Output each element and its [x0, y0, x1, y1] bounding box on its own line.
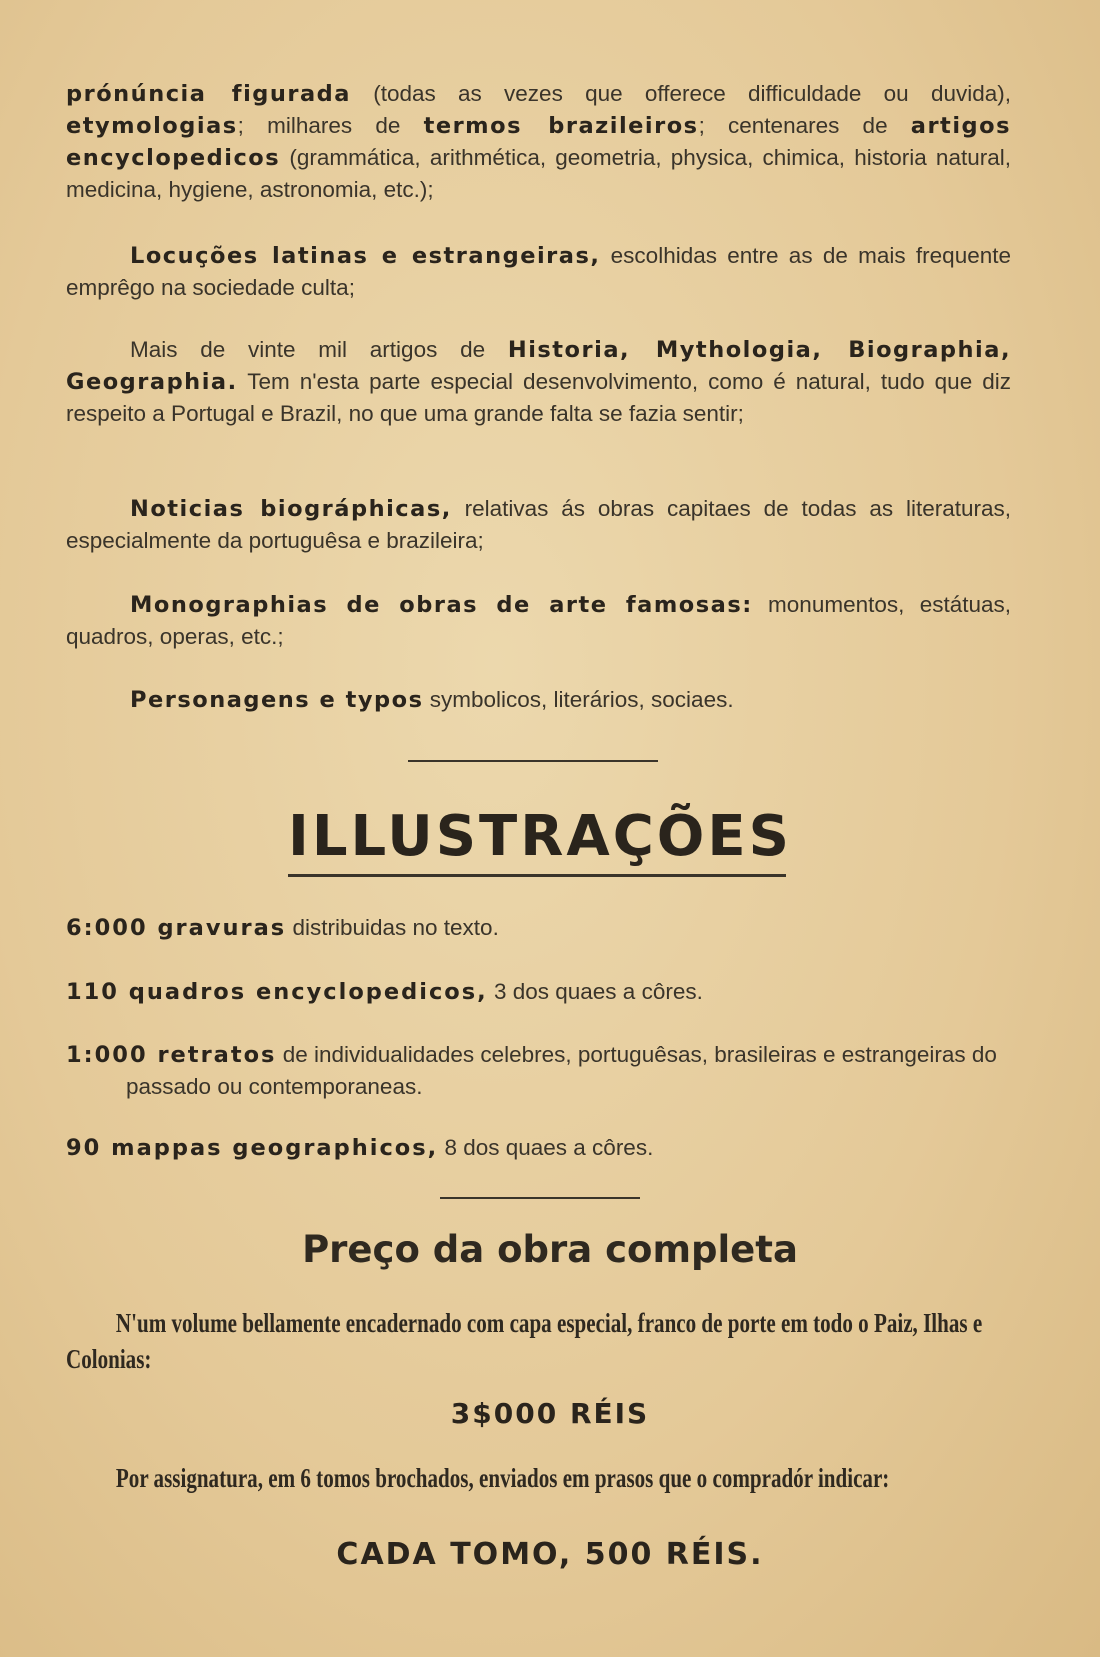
locucoes-paragraph — [66, 240, 1011, 303]
divider-rule — [440, 1197, 640, 1199]
text-run: symbolicos, literários, sociaes. — [423, 687, 734, 712]
personagens-paragraph — [66, 684, 1011, 716]
historia-paragraph — [66, 334, 1011, 429]
text-run: escolhidas entre as de mais frequente emprêgo na sociedade culta; — [66, 243, 1011, 300]
divider-rule — [408, 760, 658, 762]
bold-term: Historia, Mythologia, Biographia, Geographia. — [66, 337, 1011, 395]
illustration-item — [66, 1039, 1011, 1102]
heading-underline — [288, 874, 786, 877]
item-text: 3 dos quaes a côres. — [487, 979, 703, 1004]
tomo-price: CADA TOMO, 500 RÉIS. — [336, 1537, 764, 1572]
intro-paragraph — [66, 78, 1011, 205]
bold-term: Locuções latinas e estrangeiras, — [130, 243, 601, 269]
text-run: Mais de vinte mil artigos de — [130, 337, 508, 362]
item-text: distribuidas no texto. — [286, 915, 499, 940]
monographias-paragraph — [66, 589, 1011, 652]
bold-term: Monographias de obras de arte famosas: — [130, 592, 753, 618]
illustration-item — [66, 912, 1011, 944]
volume-price: 3$000 RÉIS — [450, 1397, 650, 1430]
assignatura-paragraph — [66, 1460, 1011, 1496]
text-run: ; milhares de — [237, 113, 424, 138]
item-label: 110 quadros encyclopedicos, — [66, 979, 488, 1005]
illustration-item — [66, 1132, 1011, 1164]
bold-term: prónúncia figurada — [66, 81, 351, 107]
text-run: Tem n'esta parte especial desenvolvimento, como é natural, tudo que diz respeito a Portugal e Brazil, no que uma grande falta se fazia sentir; — [66, 369, 1011, 426]
volume-paragraph — [66, 1305, 1011, 1377]
illustracoes-heading: ILLUSTRAÇÕES — [288, 804, 792, 869]
text-run: ; centenares de — [698, 113, 911, 138]
bold-term: artigos encyclopedicos — [66, 113, 1011, 171]
bold-term: Noticias biográphicas, — [130, 496, 452, 522]
volume-text: N'um volume bellamente encadernado com capa especial, franco de porte em todo o Paiz, Ilhas e Colonias: — [66, 1308, 983, 1374]
bold-term: etymologias — [66, 113, 238, 139]
text-run: (grammática, arithmética, geometria, physica, chimica, historia natural, medicina, hygiene, astronomia, etc.); — [66, 145, 1011, 202]
item-text: de individualidades celebres, portuguêsas, brasileiras e estrangeiras do passado ou contemporaneas. — [126, 1042, 997, 1099]
item-label: 6:000 gravuras — [66, 915, 287, 941]
bold-term: Personagens e typos — [130, 687, 424, 713]
noticias-paragraph — [66, 493, 1011, 556]
text-run: monumentos, estátuas, quadros, operas, etc.; — [66, 592, 1011, 649]
assignatura-text: Por assignatura, em 6 tomos brochados, enviados em prasos que o compradór indicar: — [115, 1463, 890, 1493]
preco-heading: Preço da obra completa — [302, 1228, 798, 1271]
illustration-item — [66, 976, 1011, 1008]
item-label: 1:000 retratos — [66, 1042, 277, 1068]
text-run: relativas ás obras capitaes de todas as literaturas, especialmente da portuguêsa e brazileira; — [66, 496, 1011, 553]
item-label: 90 mappas geographicos, — [66, 1135, 439, 1161]
text-run: (todas as vezes que offerece difficuldade ou duvida), — [350, 81, 1011, 106]
item-text: 8 dos quaes a côres. — [438, 1135, 654, 1160]
bold-term: termos brazileiros — [423, 113, 699, 139]
